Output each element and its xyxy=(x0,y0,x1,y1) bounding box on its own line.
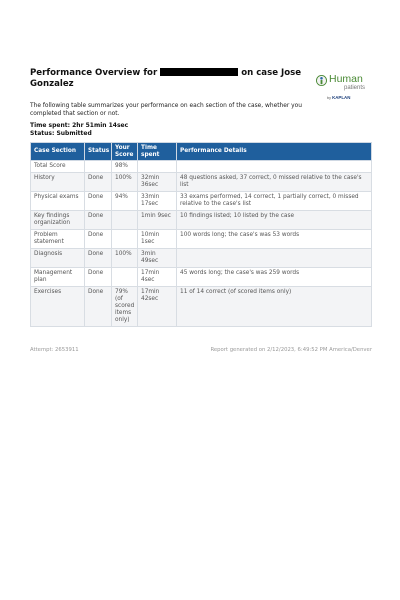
table-cell: 33 exams performed, 14 correct, 1 partially correct, 0 missed relative to the case's list xyxy=(177,192,372,211)
table-cell: Physical exams xyxy=(31,192,85,211)
table-row xyxy=(31,249,372,268)
logo-by: by xyxy=(327,96,332,100)
table-cell: 79% (of scored items only) xyxy=(112,287,138,327)
table-cell: 94% xyxy=(112,192,138,211)
table-row xyxy=(31,268,372,287)
kaplan-wordmark: KAPLAN xyxy=(332,95,351,100)
table-cell: 17min 42sec xyxy=(138,287,177,327)
table-cell: 100% xyxy=(112,249,138,268)
table-cell: Total Score xyxy=(31,161,85,173)
table-cell: Done xyxy=(85,287,112,327)
logo-by-kaplan xyxy=(327,95,350,100)
table-cell xyxy=(112,268,138,287)
col-header: Status xyxy=(85,143,112,161)
col-header: Performance Details xyxy=(177,143,372,161)
table-cell xyxy=(112,211,138,230)
table-cell: 100% xyxy=(112,173,138,192)
report-header xyxy=(30,68,372,102)
table-cell: Done xyxy=(85,268,112,287)
table-cell: 100 words long; the case's was 53 words xyxy=(177,230,372,249)
table-cell: History xyxy=(31,173,85,192)
attempt-id: Attempt: 2653911 xyxy=(30,347,79,353)
table-cell: Done xyxy=(85,211,112,230)
status-line: Status: Submitted xyxy=(30,129,92,137)
table-cell: Management plan xyxy=(31,268,85,287)
table-cell xyxy=(85,161,112,173)
performance-table xyxy=(30,142,372,327)
table-cell xyxy=(177,161,372,173)
table-cell: 32min 36sec xyxy=(138,173,177,192)
table-cell: Exercises xyxy=(31,287,85,327)
title-suffix: on case Jose Gonzalez xyxy=(30,68,302,89)
table-cell: 48 questions asked, 37 correct, 0 missed relative to the case's list xyxy=(177,173,372,192)
table-cell: Done xyxy=(85,192,112,211)
col-header: Your Score xyxy=(112,143,138,161)
table-cell: 10min 1sec xyxy=(138,230,177,249)
table-cell: Diagnosis xyxy=(31,249,85,268)
ihuman-logo xyxy=(310,70,374,104)
table-cell: Done xyxy=(85,249,112,268)
table-cell: Key findings organization xyxy=(31,211,85,230)
logo-brand: Human xyxy=(329,73,363,85)
title-prefix: Performance Overview for xyxy=(30,68,158,78)
intro-text: The following table summarizes your performance on each section of the case, whether you completed that section or not. xyxy=(30,103,303,117)
table-cell: Done xyxy=(85,230,112,249)
table-row xyxy=(31,192,372,211)
table-cell: 11 of 14 correct (of scored items only) xyxy=(177,287,372,327)
table-row xyxy=(31,211,372,230)
report-page xyxy=(30,68,372,327)
table-cell xyxy=(138,161,177,173)
table-cell: 3min 49sec xyxy=(138,249,177,268)
col-header: Case Section xyxy=(31,143,85,161)
table-row xyxy=(31,287,372,327)
page-title xyxy=(30,68,310,90)
table-cell: 45 words long; the case's was 259 words xyxy=(177,268,372,287)
ihuman-mark-icon xyxy=(316,75,327,86)
table-cell: 10 findings listed; 10 listed by the case xyxy=(177,211,372,230)
table-header-row xyxy=(31,143,372,161)
table-cell: 33min 17sec xyxy=(138,192,177,211)
table-cell: 17min 4sec xyxy=(138,268,177,287)
table-cell: Problem statement xyxy=(31,230,85,249)
table-cell: 1min 9sec xyxy=(138,211,177,230)
time-spent: Time spent: 2hr 51min 14sec xyxy=(30,122,129,129)
table-row xyxy=(31,230,372,249)
table-cell: Done xyxy=(85,173,112,192)
table-cell xyxy=(112,230,138,249)
logo-sub: patients xyxy=(344,85,366,91)
table-row xyxy=(31,173,372,192)
table-cell xyxy=(177,249,372,268)
table-row xyxy=(31,161,372,173)
generated-timestamp: Report generated on 2/12/2023, 6:49:52 PM America/Denver xyxy=(210,347,372,353)
table-cell: 98% xyxy=(112,161,138,173)
redacted-name-block xyxy=(160,68,238,76)
col-header: Time spent xyxy=(138,143,177,161)
